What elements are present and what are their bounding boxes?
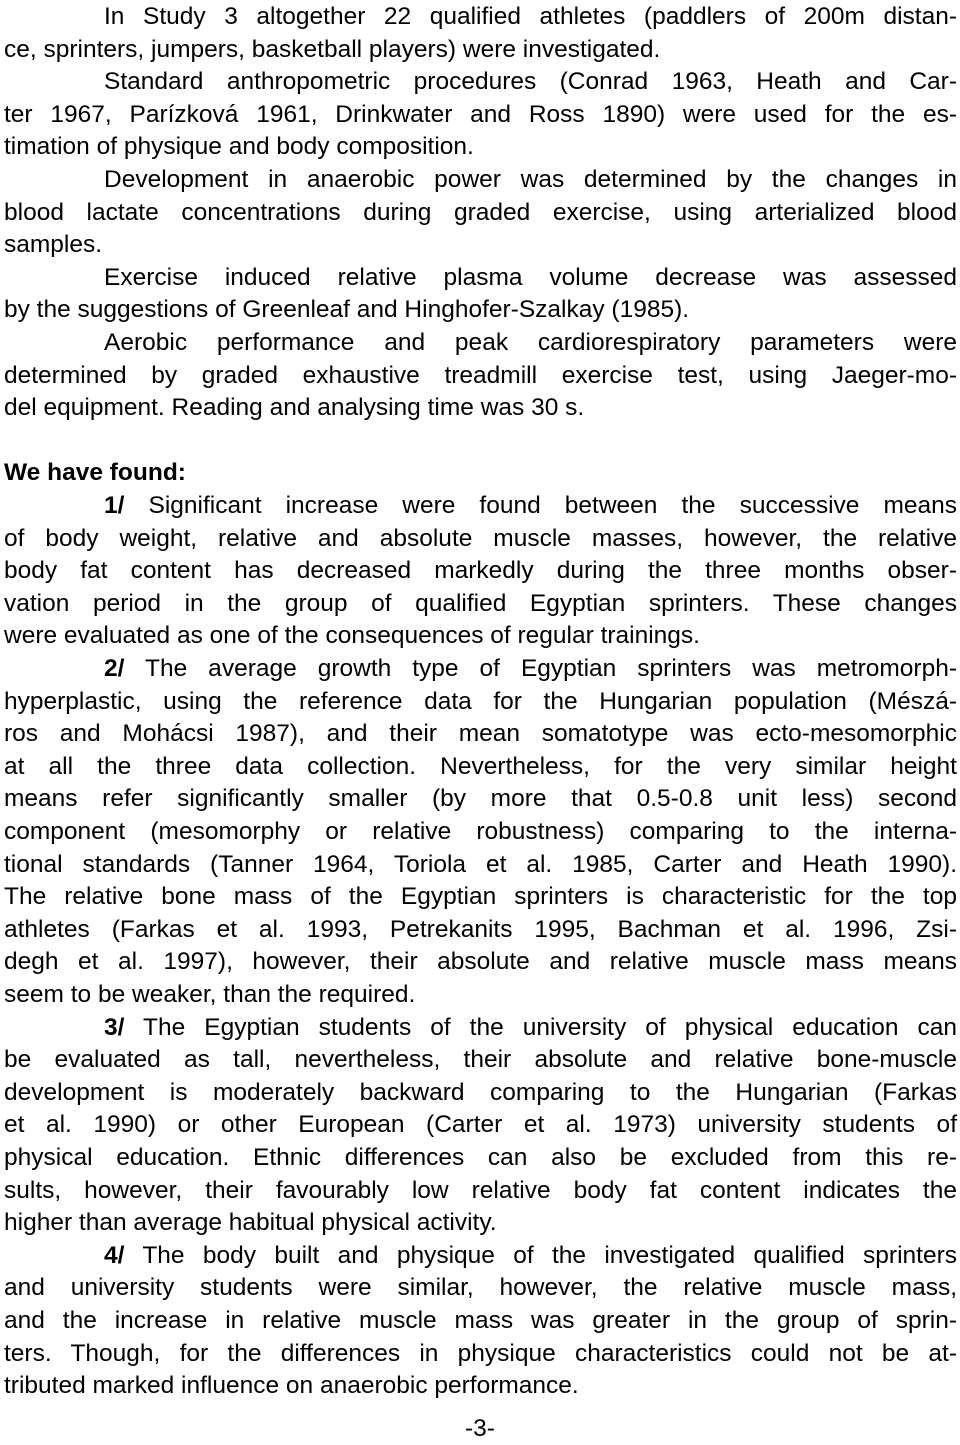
text-line <box>4 523 957 555</box>
line-text: development is moderately backward comparing to the Hungarian (Farkas <box>4 1078 957 1106</box>
text-line <box>4 1077 957 1109</box>
text-line <box>104 1012 957 1044</box>
text-line <box>4 979 957 1011</box>
page-number: -3- <box>465 1415 495 1442</box>
text-line <box>4 131 957 163</box>
bold-label: 3/ <box>104 1013 125 1041</box>
text-line <box>4 1044 957 1076</box>
line-text: Standard anthropometric procedures (Conrad 1963, Heath and Car- <box>104 68 957 96</box>
text-line <box>4 849 957 881</box>
text-line <box>4 1207 957 1239</box>
line-text: be evaluated as tall, nevertheless, their absolute and relative bone-muscle <box>4 1046 957 1074</box>
text-line <box>4 751 957 783</box>
text-line <box>104 164 957 196</box>
line-text: physical education. Ethnic differences can also be excluded from this re- <box>4 1144 957 1171</box>
line-text: and university students were similar, however, the relative muscle mass, <box>4 1274 957 1302</box>
line-text: sults, however, their favourably low relative body fat content indicates the <box>4 1176 957 1204</box>
line-text: The relative bone mass of the Egyptian sprinters is characteristic for the top <box>4 883 957 911</box>
bold-label: 1/ <box>104 492 125 519</box>
line-text: were evaluated as one of the consequences of regular trainings. <box>4 622 700 650</box>
text-line <box>4 555 957 587</box>
line-text: ters. Though, for the differences in physique characteristics could not be at- <box>4 1339 957 1367</box>
text-line <box>4 1370 957 1402</box>
line-text: del equipment. Reading and analysing time was 30 s. <box>4 394 585 422</box>
line-text: ce, sprinters, jumpers, basketball players) were investigated. <box>4 35 661 63</box>
bold-label: 2/ <box>104 655 125 682</box>
text-line <box>4 946 957 978</box>
text-line <box>4 1109 957 1141</box>
line-text: samples. <box>4 231 103 259</box>
text-line <box>4 783 957 815</box>
text-line <box>4 718 957 750</box>
line-text: ter 1967, Parízková 1961, Drinkwater and Ross 1890) were used for the es- <box>4 100 957 128</box>
text-line <box>104 490 957 522</box>
line-text: blood lactate concentrations during graded exercise, using arterialized blood <box>4 198 957 226</box>
text-line <box>104 1240 957 1272</box>
line-text: In Study 3 altogether 22 qualified athletes (paddlers of 200m distan- <box>104 3 957 30</box>
line-text: determined by graded exhaustive treadmill exercise test, using Jaeger-mo- <box>4 361 957 389</box>
text-line <box>4 1175 957 1207</box>
text-line <box>104 1 957 33</box>
text-line <box>4 457 957 489</box>
line-text: seem to be weaker, than the required. <box>4 981 416 1008</box>
text-line <box>104 66 957 98</box>
line-text: at all the three data collection. Nevertheless, for the very similar height <box>4 752 957 780</box>
text-line <box>4 360 957 392</box>
line-text: means refer significantly smaller (by more that 0.5-0.8 unit less) second <box>4 785 957 813</box>
text-line <box>4 1272 957 1304</box>
line-text: of body weight, relative and absolute muscle masses, however, the relative <box>4 524 957 552</box>
line-text: Exercise induced relative plasma volume decrease was assessed <box>104 263 957 291</box>
text-line <box>4 1142 957 1174</box>
text-line <box>4 816 957 848</box>
text-line <box>4 197 957 229</box>
text-line <box>4 620 957 652</box>
line-text: et al. 1990) or other European (Carter et al. 1973) university students of <box>4 1111 957 1139</box>
text-line <box>4 229 957 261</box>
line-text: body fat content has decreased markedly during the three months obser- <box>4 557 957 585</box>
text-line <box>4 686 957 718</box>
text-line <box>4 99 957 131</box>
text-line <box>4 392 957 424</box>
line-text: and the increase in relative muscle mass was greater in the group of sprin- <box>4 1307 957 1334</box>
line-text: vation period in the group of qualified Egyptian sprinters. These changes <box>4 589 957 617</box>
line-text: ros and Mohácsi 1987), and their mean somatotype was ecto-mesomorphic <box>4 720 957 748</box>
text-line <box>4 34 957 66</box>
text-line <box>4 425 957 457</box>
text-line <box>104 653 957 685</box>
bold-label: We have found: <box>4 459 186 487</box>
line-text: timation of physique and body composition. <box>4 133 474 161</box>
line-text: hyperplastic, using the reference data for the Hungarian population (Mészá- <box>4 687 957 715</box>
line-text: tional standards (Tanner 1964, Toriola et al. 1985, Carter and Heath 1990). <box>4 850 957 878</box>
text-line <box>104 327 957 359</box>
line-text: athletes (Farkas et al. 1993, Petrekanits 1995, Bachman et al. 1996, Zsi- <box>4 915 957 943</box>
line-text: degh et al. 1997), however, their absolute and relative muscle mass means <box>4 948 957 976</box>
text-line <box>4 914 957 946</box>
text-line <box>4 1338 957 1370</box>
line-text: component (mesomorphy or relative robustness) comparing to the interna- <box>4 818 957 845</box>
line-text: The body built and physique of the investigated qualified sprinters <box>124 1241 957 1269</box>
line-text: Aerobic performance and peak cardiorespiratory parameters were <box>104 329 957 356</box>
text-line <box>4 588 957 620</box>
line-text: Significant increase were found between the successive means <box>124 492 957 519</box>
line-text: The Egyptian students of the university of physical education can <box>124 1013 957 1041</box>
text-line <box>4 1305 957 1337</box>
bold-label: 4/ <box>104 1241 125 1269</box>
text-line <box>104 262 957 294</box>
line-text: Development in anaerobic power was determined by the changes in <box>104 166 957 193</box>
line-text: tributed marked influence on anaerobic performance. <box>4 1372 579 1400</box>
line-text: higher than average habitual physical activity. <box>4 1209 497 1237</box>
text-line <box>4 294 957 326</box>
line-text: The average growth type of Egyptian sprinters was metromorph- <box>124 655 957 682</box>
line-text: by the suggestions of Greenleaf and Hinghofer-Szalkay (1985). <box>4 296 690 324</box>
text-line <box>4 881 957 913</box>
